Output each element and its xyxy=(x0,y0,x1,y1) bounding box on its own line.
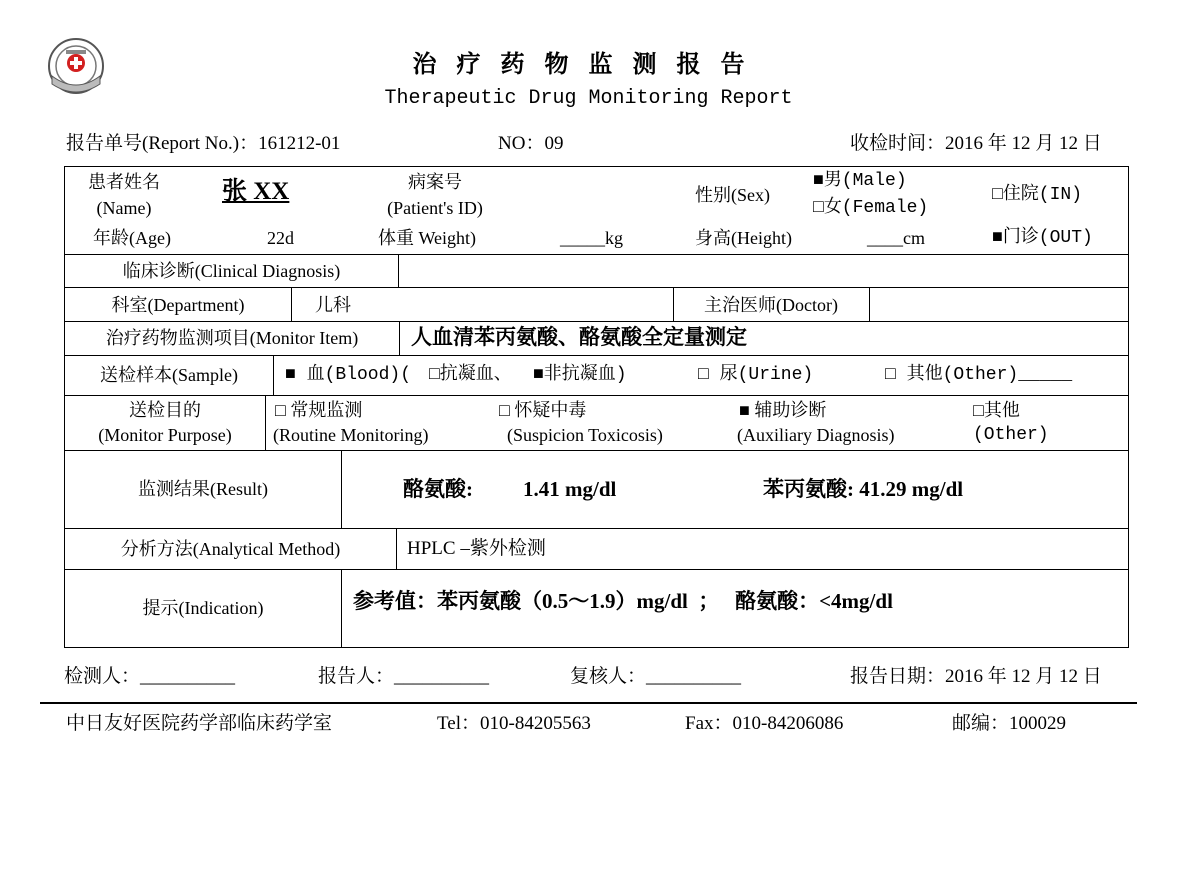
sample-urine-checkbox[interactable]: □ 尿(Urine) xyxy=(698,365,814,385)
patient-name-label-en: (Name) xyxy=(96,198,152,218)
purpose-routine-label-en: (Routine Monitoring) xyxy=(273,425,429,445)
sex-label: 性别(Sex) xyxy=(695,185,770,205)
purpose-routine-checkbox[interactable]: □ 常规监测 xyxy=(275,400,363,420)
purpose-toxicosis-label-en: (Suspicion Toxicosis) xyxy=(507,425,663,445)
purpose-auxiliary-checkbox[interactable]: ■ 辅助诊断 xyxy=(739,400,827,420)
sample-nonanticoag-checkbox[interactable]: ■非抗凝血) xyxy=(533,365,627,385)
doctor-field[interactable] xyxy=(870,294,1120,316)
serial-number: NO：09 xyxy=(498,133,564,154)
sex-male-checkbox[interactable]: ■男(Male) xyxy=(813,171,907,191)
indication-value: 参考值：苯丙氨酸（0.5～1.9）mg/dl ； 酪氨酸：<4mg/dl xyxy=(353,589,893,613)
analytical-method-value: HPLC –紫外检测 xyxy=(407,538,546,559)
tyrosine-value: 1.41 mg/dl xyxy=(523,477,617,501)
sample-blood-checkbox[interactable]: ■ 血(Blood)( xyxy=(285,365,412,385)
checkbox-checked-icon: ■ xyxy=(813,171,824,191)
footer-postcode: 邮编：100029 xyxy=(952,713,1067,734)
monitor-item-label: 治疗药物监测项目(Monitor Item) xyxy=(105,328,359,348)
report-date: 报告日期：2016 年 12 月 12 日 xyxy=(850,666,1102,687)
patient-name-label: 患者姓名 xyxy=(88,172,160,192)
clinical-diagnosis-field[interactable] xyxy=(399,260,1119,282)
patient-id-label: 病案号 xyxy=(408,172,462,192)
checkbox-empty-icon: □ xyxy=(992,185,1003,205)
clinical-diagnosis-label: 临床诊断(Clinical Diagnosis) xyxy=(122,261,341,281)
monitor-item-value: 人血清苯丙氨酸、酪氨酸全定量测定 xyxy=(411,325,747,349)
reviewer-field[interactable]: 复核人：__________ xyxy=(570,666,742,687)
patient-id-label-en: (Patient's ID) xyxy=(387,198,483,218)
report-table xyxy=(64,166,1129,648)
purpose-label-en: (Monitor Purpose) xyxy=(98,425,232,445)
reporter-field[interactable]: 报告人：__________ xyxy=(318,666,490,687)
purpose-auxiliary-label-en: (Auxiliary Diagnosis) xyxy=(737,425,895,445)
purpose-other-label-en: (Other) xyxy=(973,425,1049,445)
report-title-cn: 治疗药物监测报告 xyxy=(412,50,765,78)
purpose-toxicosis-checkbox[interactable]: □ 怀疑中毒 xyxy=(499,400,587,420)
height-label: 身高(Height) xyxy=(695,228,792,248)
report-title-en: Therapeutic Drug Monitoring Report xyxy=(384,87,793,110)
outpatient-checkbox[interactable]: ■门诊(OUT) xyxy=(992,228,1093,248)
weight-label: 体重 Weight) xyxy=(378,228,477,248)
receive-time: 收检时间：2016 年 12 月 12 日 xyxy=(850,133,1102,154)
footer-divider xyxy=(40,702,1137,704)
analytical-method-label: 分析方法(Analytical Method) xyxy=(120,539,341,559)
department-value: 儿科 xyxy=(315,295,351,315)
sample-label: 送检样本(Sample) xyxy=(100,365,238,385)
checkbox-checked-icon: ■ xyxy=(992,228,1003,248)
doctor-label: 主治医师(Doctor) xyxy=(704,295,838,315)
sex-female-checkbox[interactable]: □女(Female) xyxy=(813,198,929,218)
sample-anticoag-checkbox[interactable]: □抗凝血、 xyxy=(429,365,512,385)
indication-label: 提示(Indication) xyxy=(142,598,264,618)
patient-name-value: 张 XX xyxy=(222,178,290,205)
sample-other-checkbox[interactable]: □ 其他(Other)_____ xyxy=(885,365,1073,385)
phenylalanine-result: 苯丙氨酸: 41.29 mg/dl xyxy=(763,477,964,501)
tyrosine-label: 酪氨酸: xyxy=(403,477,473,501)
footer-fax: Fax：010-84206086 xyxy=(685,713,844,734)
footer-department: 中日友好医院药学部临床药学室 xyxy=(66,713,333,734)
tester-field[interactable]: 检测人：__________ xyxy=(64,666,236,687)
height-value: ____cm xyxy=(867,228,925,248)
purpose-other-checkbox[interactable]: □其他 xyxy=(973,400,1020,420)
footer-tel: Tel：010-84205563 xyxy=(437,713,591,734)
purpose-label: 送检目的 xyxy=(129,400,201,420)
age-label: 年龄(Age) xyxy=(93,228,171,248)
age-value: 22d xyxy=(267,228,294,248)
department-label: 科室(Department) xyxy=(111,295,245,315)
inpatient-checkbox[interactable]: □住院(IN) xyxy=(992,185,1083,205)
checkbox-empty-icon: □ xyxy=(813,198,824,218)
weight-value: _____kg xyxy=(560,228,623,248)
result-label: 监测结果(Result) xyxy=(138,479,268,499)
report-number: 报告单号(Report No.)：161212-01 xyxy=(66,133,341,154)
